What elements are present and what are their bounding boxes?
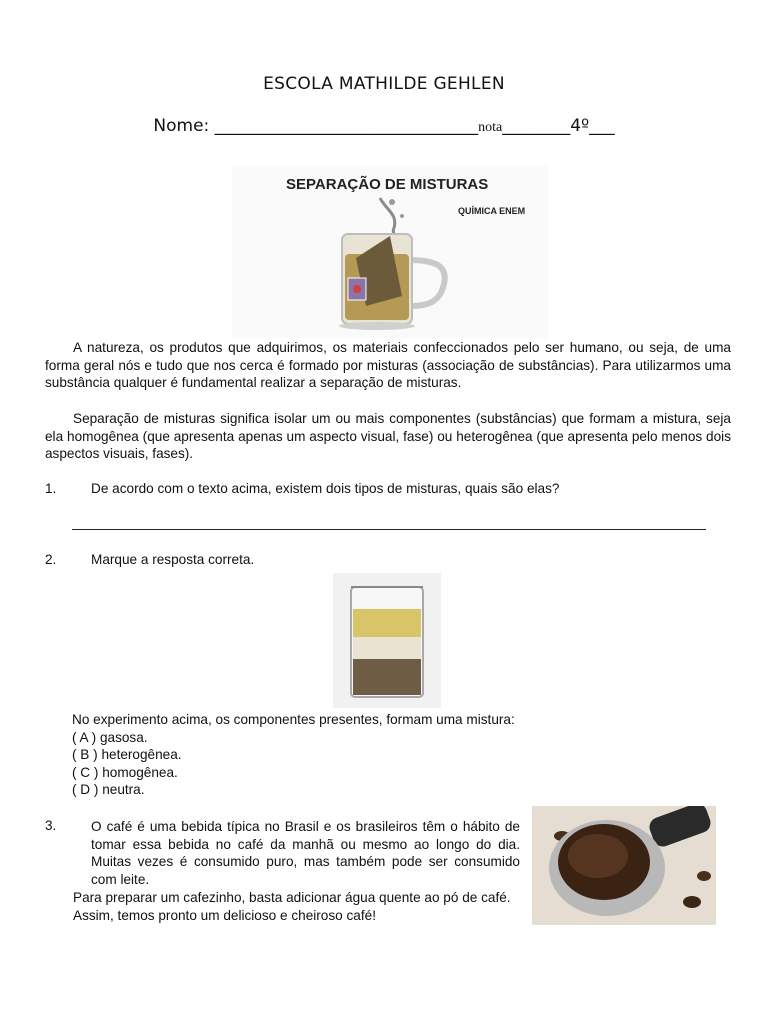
name-grade-line: [0, 116, 768, 136]
option-a[interactable]: ( A ) gasosa.: [72, 729, 148, 745]
nota-label: nota: [478, 120, 503, 135]
option-c[interactable]: ( C ) homogênea.: [72, 764, 178, 780]
banner-subtitle: QUÍMICA ENEM: [458, 206, 526, 216]
intro-paragraph-2: Separação de misturas significa isolar um ou mais componentes (substâncias) que formam a mistura, seja ela homogênea (que apresenta apenas um aspecto visual, fase) ou heterogênea (que apresenta pelo menos dois aspectos visuais, fases).: [45, 411, 731, 462]
question-2-options: [72, 711, 515, 799]
separation-banner-image: [232, 166, 548, 338]
question-3-paragraph: Para preparar um cafezinho, basta adicionar água quente ao pó de café. Assim, temos pronto um delicioso e cheiroso café!: [73, 890, 511, 923]
option-d[interactable]: ( D ) neutra.: [72, 782, 145, 798]
question-2-prompt: No experimento acima, os componentes presentes, formam uma mistura:: [72, 712, 515, 727]
question-2-text: Marque a resposta correta.: [91, 552, 255, 567]
banner-title: SEPARAÇÃO DE MISTURAS: [286, 176, 489, 193]
question-3-number: 3.: [45, 818, 57, 833]
beaker-mixture-image: [333, 573, 441, 708]
name-label: Nome: _______________________________: [153, 116, 479, 136]
question-1-text: De acordo com o texto acima, existem dois tipos de misturas, quais são elas?: [91, 481, 560, 496]
option-b[interactable]: ( B ) heterogênea.: [72, 747, 182, 763]
nota-blank: ________: [502, 116, 571, 136]
intro-paragraph-1: A natureza, os produtos que adquirimos, os materiais confeccionados pelo ser humano, ou seja, de uma forma geral nós e tudo que nos cerca é formado por misturas (associação de substâncias). Para utilizarmos uma substância qualquer é fundamental realizar a separação de misturas.: [45, 340, 731, 391]
question-1-number: 1.: [45, 481, 57, 496]
question-1-answer-line: [72, 519, 706, 530]
question-2-number: 2.: [45, 552, 57, 567]
tea-mug-illustration: [232, 166, 548, 338]
school-name: ESCOLA MATHILDE GEHLEN: [263, 74, 505, 94]
question-3-text: O café é uma bebida típica no Brasil e os brasileiros têm o hábito de tomar essa bebida no café da manhã ou mesmo ao longo do dia. Muitas vezes é consumido puro, mas também pode ser consumido com leite.: [91, 819, 520, 887]
grade-label: 4º___: [570, 116, 615, 136]
coffee-portafilter-image: [532, 806, 716, 925]
coffee-illustration: [532, 806, 716, 925]
beaker-illustration: [333, 573, 441, 708]
